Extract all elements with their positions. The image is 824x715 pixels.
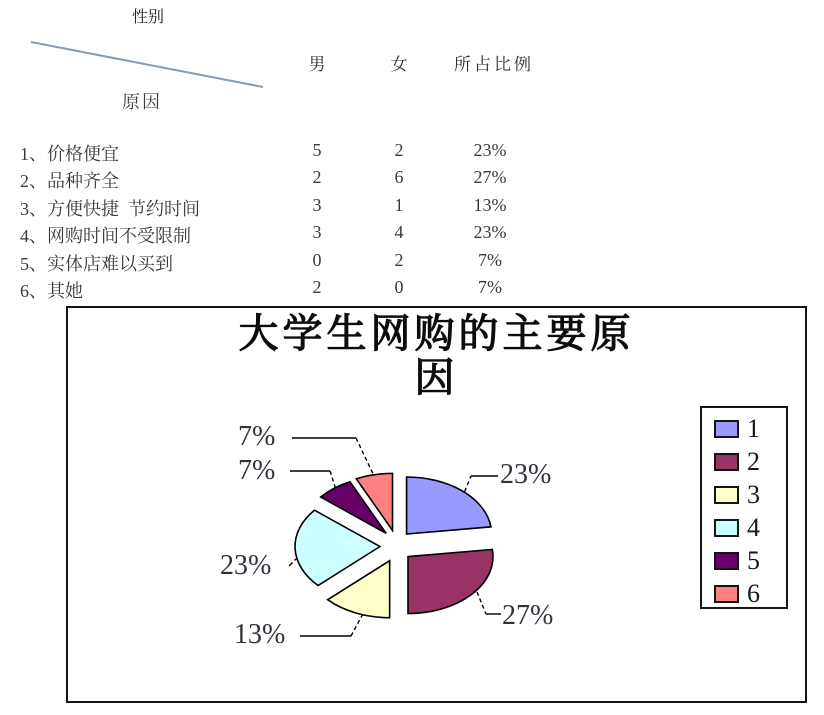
- share-cell: 23%: [473, 222, 507, 242]
- column-header-male: 男: [308, 55, 326, 74]
- table-row: [0, 277, 600, 303]
- callout-label-slice2: 27%: [502, 600, 554, 631]
- female-count-cell: 4: [394, 222, 404, 242]
- legend-swatch-4: [714, 519, 739, 537]
- chart-title-line1: 大学生网购的主要原: [238, 311, 635, 356]
- callout-label-slice1: 23%: [500, 459, 552, 490]
- reason-cell: 5、实体店难以买到: [20, 254, 173, 274]
- column-header-share: 所占比例: [454, 55, 534, 74]
- legend-item: [714, 581, 786, 607]
- share-cell: 27%: [473, 167, 507, 187]
- legend-swatch-6: [714, 585, 739, 603]
- reason-cell: 6、其她: [20, 281, 83, 301]
- male-count-cell: 2: [312, 167, 322, 187]
- legend-number: 1: [747, 414, 760, 443]
- legend-number: 2: [747, 447, 760, 476]
- share-cell: 23%: [473, 140, 507, 160]
- female-count-cell: 6: [394, 167, 404, 187]
- table-row: [0, 140, 600, 166]
- female-count-cell: 2: [394, 140, 404, 160]
- pie-slices-group: [295, 473, 493, 617]
- legend-number: 5: [747, 546, 760, 575]
- legend-number: 4: [747, 513, 760, 542]
- male-count-cell: 2: [312, 277, 322, 297]
- female-count-cell: 2: [394, 250, 404, 270]
- share-cell: 13%: [473, 195, 507, 215]
- male-count-cell: 3: [312, 195, 322, 215]
- pie-chart-frame[interactable]: [66, 306, 807, 703]
- legend-number: 3: [747, 480, 760, 509]
- legend-box[interactable]: [700, 406, 788, 609]
- pie-slice-1[interactable]: [407, 477, 491, 534]
- share-cell: 7%: [478, 277, 502, 297]
- male-count-cell: 0: [312, 250, 322, 270]
- legend-item: [714, 515, 786, 541]
- chart-title-line2: 因: [414, 355, 459, 400]
- legend-swatch-3: [714, 486, 739, 504]
- legend-item: [714, 416, 786, 442]
- male-count-cell: 3: [312, 222, 322, 242]
- male-count-cell: 5: [312, 140, 322, 160]
- reason-cell: 4、网购时间不受限制: [20, 226, 191, 246]
- reason-cell: 2、品种齐全: [20, 171, 119, 191]
- legend-swatch-5: [714, 552, 739, 570]
- callout-label-slice5: 7%: [238, 455, 276, 486]
- column-header-female: 女: [390, 55, 408, 74]
- reason-cell: 1、价格便宜: [20, 144, 119, 164]
- callout-label-slice3: 13%: [234, 619, 286, 650]
- legend-item: [714, 449, 786, 475]
- legend-swatch-2: [714, 453, 739, 471]
- female-count-cell: 0: [394, 277, 404, 297]
- table-row: [0, 195, 600, 221]
- table-row: [0, 250, 600, 276]
- pie-slice-2[interactable]: [408, 549, 493, 613]
- table-row: [0, 222, 600, 248]
- share-cell: 7%: [478, 250, 502, 270]
- reason-cell: 3、方便快捷 节约时间: [20, 199, 200, 219]
- pie-chart-svg: [68, 308, 805, 701]
- gender-axis-label: 性别: [132, 9, 165, 26]
- legend-swatch-1: [714, 420, 739, 438]
- table-row: [0, 167, 600, 193]
- female-count-cell: 1: [394, 195, 404, 215]
- legend-number: 6: [747, 579, 760, 608]
- reason-axis-label: 原因: [122, 92, 162, 112]
- callout-label-slice4: 23%: [220, 550, 272, 581]
- callout-label-slice6: 7%: [238, 421, 276, 452]
- legend-item: [714, 548, 786, 574]
- legend-item: [714, 482, 786, 508]
